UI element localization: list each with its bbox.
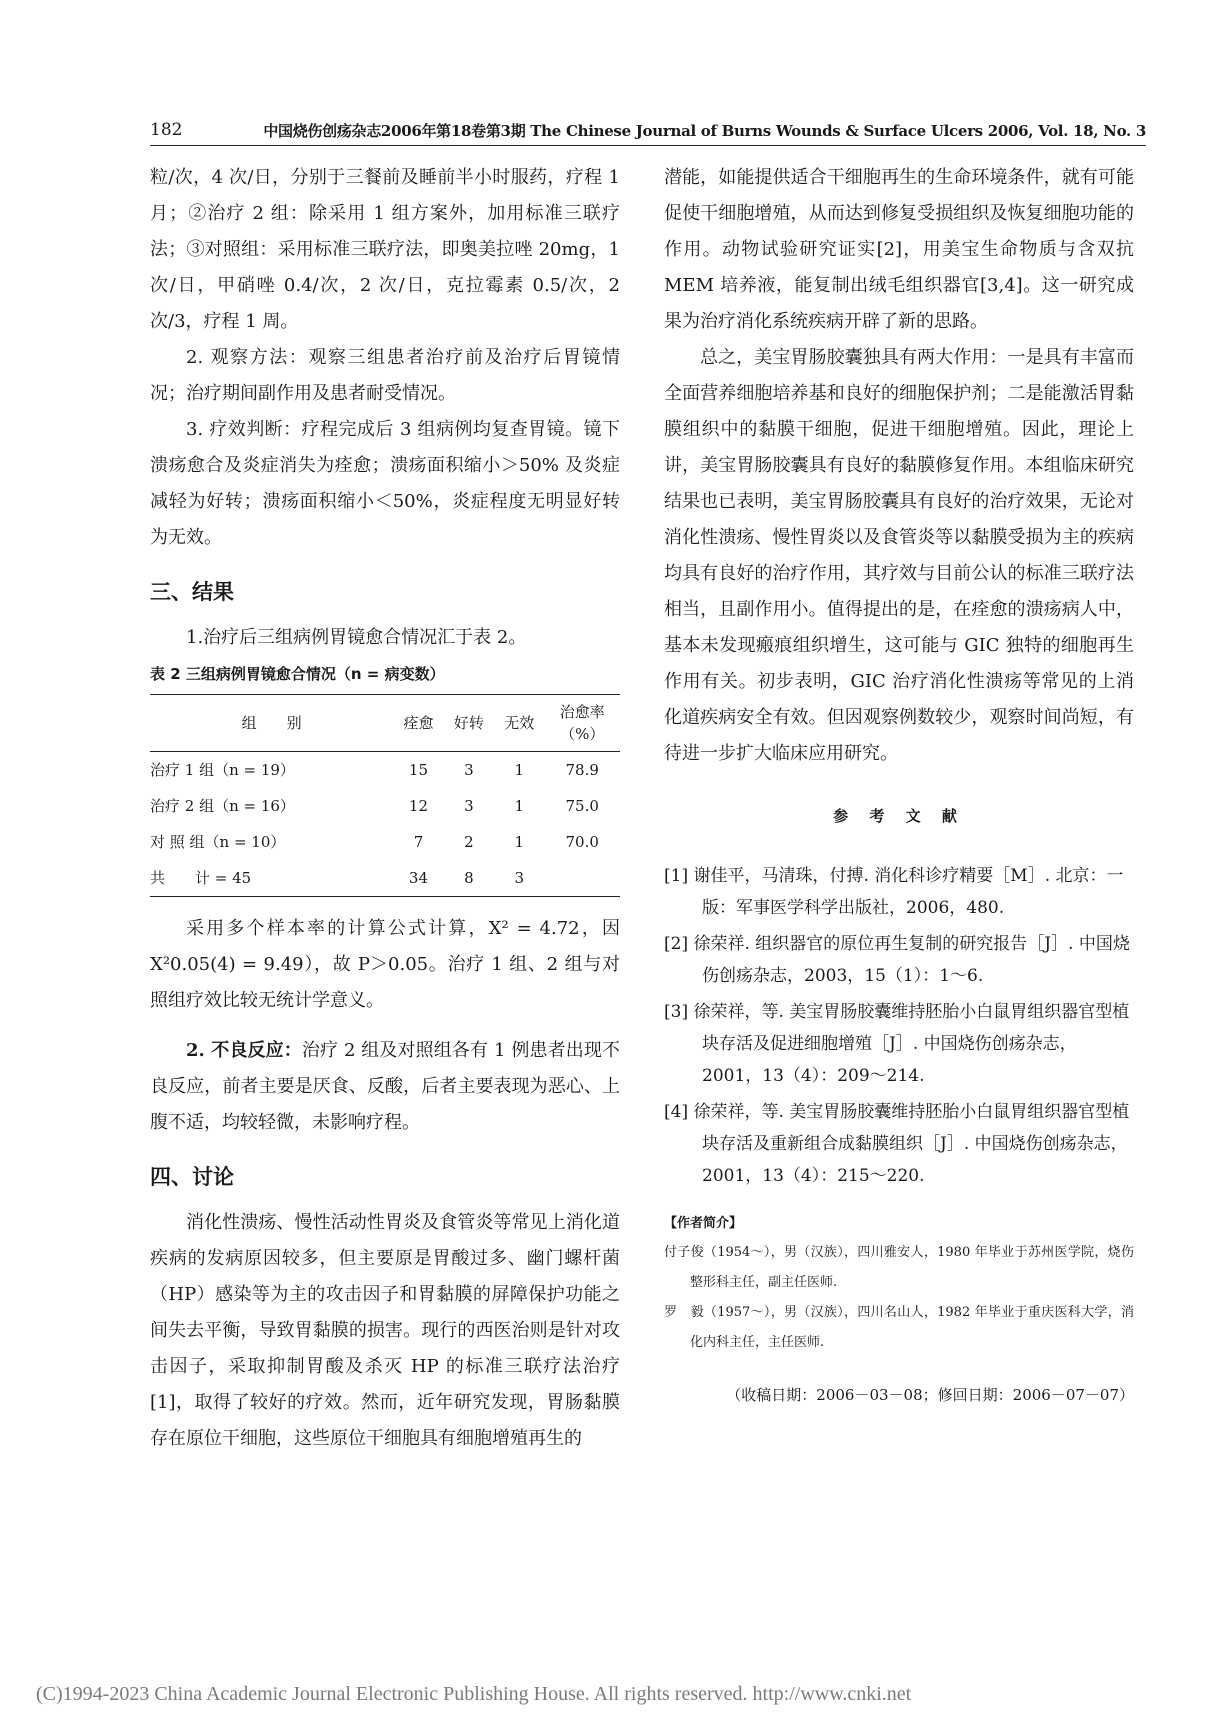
references-title: 参 考 文 献 bbox=[833, 807, 965, 825]
table-cell: 3 bbox=[514, 869, 524, 887]
table-header-cell bbox=[544, 695, 620, 752]
table-cell bbox=[544, 860, 620, 897]
table-header-cell: 组 别 bbox=[241, 714, 302, 732]
received-date: （收稿日期：2006－03－08；修回日期：2006－07－07） bbox=[726, 1386, 1134, 1404]
table-cell: 治疗 2 组（n = 16） bbox=[150, 797, 295, 815]
table-row bbox=[150, 824, 620, 860]
copyright-footer: (C)1994-2023 China Academic Journal Electronic Publishing House. All rights reserved. http://www.cnki.net bbox=[36, 1683, 912, 1705]
discussion-paragraph-continued: 潜能，如能提供适合干细胞再生的生命环境条件，就有可能促使干细胞增殖，从而达到修复受损组织及恢复细胞功能的作用。动物试验研究证实[2]，用美宝生命物质与含双抗 MEM 培养液，能复制出绒毛组织器官[3,4]。这一研究成果为治疗消化系统疾病开辟了新的思路。 bbox=[664, 167, 1134, 332]
results-intro-paragraph: 1.治疗后三组病例胃镜愈合情况汇于表 2。 bbox=[186, 627, 527, 648]
conclusion-paragraph: 总之，美宝胃肠胶囊独具有两大作用：一是具有丰富而全面营养细胞培养基和良好的细胞保护剂；二是能激活胃黏膜组织中的黏膜干细胞，促进干细胞增殖。因此，理论上讲，美宝胃肠胶囊具有良好的黏膜修复作用。本组临床研究结果也已表明，美宝胃肠胶囊具有良好的治疗效果，无论对消化性溃疡、慢性胃炎以及食管炎等以黏膜受损为主的疾病均具有良好的治疗作用，其疗效与目前公认的标准三联疗法相当，且副作用小。值得提出的是，在痊愈的溃疡病人中，基本未发现瘢痕组织增生，这可能与 GIC 独特的细胞再生作用有关。初步表明，GIC 治疗消化性溃疡等常见的上消化道疾病安全有效。但因观察例数较少，观察时间尚短，有待进一步扩大临床应用研究。 bbox=[664, 347, 1134, 764]
observation-method-paragraph: 2. 观察方法：观察三组患者治疗前及治疗后胃镜情况；治疗期间副作用及患者耐受情况。 bbox=[150, 347, 620, 404]
reference-item: [3] 徐荣祥，等. 美宝胃肠胶囊维持胚胎小白鼠胃组织器官型植块存活及促进细胞增殖［J］. 中国烧伤创疡杂志，2001，13（4）：209～214. bbox=[664, 1002, 1130, 1086]
table-cell: 34 bbox=[408, 869, 429, 887]
reference-item: [4] 徐荣祥，等. 美宝胃肠胶囊维持胚胎小白鼠胃组织器官型植块存活及重新组合成黏膜组织［J］. 中国烧伤创疡杂志，2001，13（4）：215～220. bbox=[664, 1102, 1130, 1186]
author-bio: 罗 毅（1957～），男（汉族），四川名山人，1982 年毕业于重庆医科大学，消化内科主任，主任医师. bbox=[664, 1305, 1134, 1350]
table-header-cell: 好转 bbox=[453, 714, 484, 732]
section-discussion-title: 四、讨论 bbox=[150, 1165, 234, 1189]
statistics-paragraph: 采用多个样本率的计算公式计算，X² = 4.72，因 X²0.05(4) = 9.49），故 P＞0.05。治疗 1 组、2 组与对照组疗效比较无统计学意义。 bbox=[150, 918, 620, 1011]
author-bio-title: 【作者简介】 bbox=[664, 1216, 743, 1231]
table-cell: 1 bbox=[514, 761, 524, 779]
journal-title: 中国烧伤创疡杂志2006年第18卷第3期 The Chinese Journal of Burns Wounds & Surface Ulcers 2006, Vol. 18, No. 3 bbox=[263, 122, 1146, 140]
table-row bbox=[150, 752, 620, 789]
adverse-reaction-text: 治疗 2 组及对照组各有 1 例患者出现不良反应，前者主要是厌食、反酸，后者主要表现为恶心、上腹不适，均较轻微，未影响疗程。 bbox=[150, 1040, 620, 1133]
table-cell: 78.9 bbox=[565, 761, 599, 779]
page-header bbox=[150, 118, 1146, 148]
rate-header-unit: （%） bbox=[560, 725, 605, 743]
table-cell: 75.0 bbox=[565, 797, 599, 815]
table-cell: 1 bbox=[514, 797, 524, 815]
table-cell: 共 计 = 45 bbox=[150, 869, 252, 887]
adverse-reaction-paragraph bbox=[150, 1033, 620, 1141]
discussion-paragraph: 消化性溃疡、慢性活动性胃炎及食管炎等常见上消化道疾病的发病原因较多，但主要原是胃酸过多、幽门螺杆菌（HP）感染等为主的攻击因子和胃黏膜的屏障保护功能之间失去平衡，导致胃黏膜的损害。现行的西医治则是针对攻击因子，采取抑制胃酸及杀灭 HP 的标准三联疗法治疗[1]，取得了较好的疗效。然而，近年研究发现，胃肠黏膜存在原位干细胞，这些原位干细胞具有细胞增殖再生的 bbox=[150, 1212, 620, 1449]
reference-item: [1] 谢佳平，马清珠，付搏. 消化科诊疗精要［M］. 北京：一版：军事医学科学出版社，2006，480. bbox=[664, 866, 1124, 918]
table-cell: 治疗 1 组（n = 19） bbox=[150, 761, 295, 779]
rate-header-label: 治愈率 bbox=[559, 703, 605, 721]
table-cell: 8 bbox=[464, 869, 474, 887]
left-column bbox=[150, 160, 620, 1457]
right-column bbox=[664, 160, 1134, 1410]
table-cell: 7 bbox=[413, 833, 424, 851]
results-table bbox=[150, 694, 620, 897]
section-results-title: 三、结果 bbox=[150, 580, 234, 604]
table-header-cell: 无效 bbox=[504, 714, 535, 732]
table-cell: 3 bbox=[464, 797, 474, 815]
method-paragraph-continued: 粒/次，4 次/日，分别于三餐前及睡前半小时服药，疗程 1 月；②治疗 2 组：除采用 1 组方案外，加用标准三联疗法；③对照组：采用标准三联疗法，即奥美拉唑 20mg，1 次/日，甲硝唑 0.4/次，2 次/日，克拉霉素 0.5/次，2 次/3，疗程 1 周。 bbox=[150, 167, 620, 332]
table-cell: 2 bbox=[464, 833, 474, 851]
table-row bbox=[150, 788, 620, 824]
table-header-cell: 痊愈 bbox=[403, 714, 434, 732]
header-rule bbox=[150, 145, 1146, 146]
table-cell: 1 bbox=[514, 833, 524, 851]
adverse-reaction-label: 2. 不良反应： bbox=[186, 1040, 302, 1061]
author-bio: 付子俊（1954～），男（汉族），四川雅安人，1980 年毕业于苏州医学院，烧伤整形科主任，副主任医师. bbox=[664, 1245, 1134, 1290]
page-number: 182 bbox=[150, 120, 183, 140]
table-cell: 对 照 组（n = 10） bbox=[150, 833, 286, 851]
table-cell: 12 bbox=[408, 797, 429, 815]
table-header-row bbox=[150, 695, 620, 752]
efficacy-criteria-paragraph: 3. 疗效判断：疗程完成后 3 组病例均复查胃镜。镜下溃疡愈合及炎症消失为痊愈；溃疡面积缩小＞50% 及炎症减轻为好转；溃疡面积缩小＜50%，炎症程度无明显好转为无效。 bbox=[150, 419, 620, 548]
table-cell: 3 bbox=[464, 761, 474, 779]
table-cell: 70.0 bbox=[565, 833, 599, 851]
reference-item: [2] 徐荣祥. 组织器官的原位再生复制的研究报告［J］. 中国烧伤创疡杂志，2003，15（1）：1～6. bbox=[664, 934, 1130, 986]
table-cell: 15 bbox=[408, 761, 429, 779]
table-caption: 表 2 三组病例胃镜愈合情况（n = 病变数） bbox=[150, 665, 445, 683]
table-row bbox=[150, 860, 620, 897]
